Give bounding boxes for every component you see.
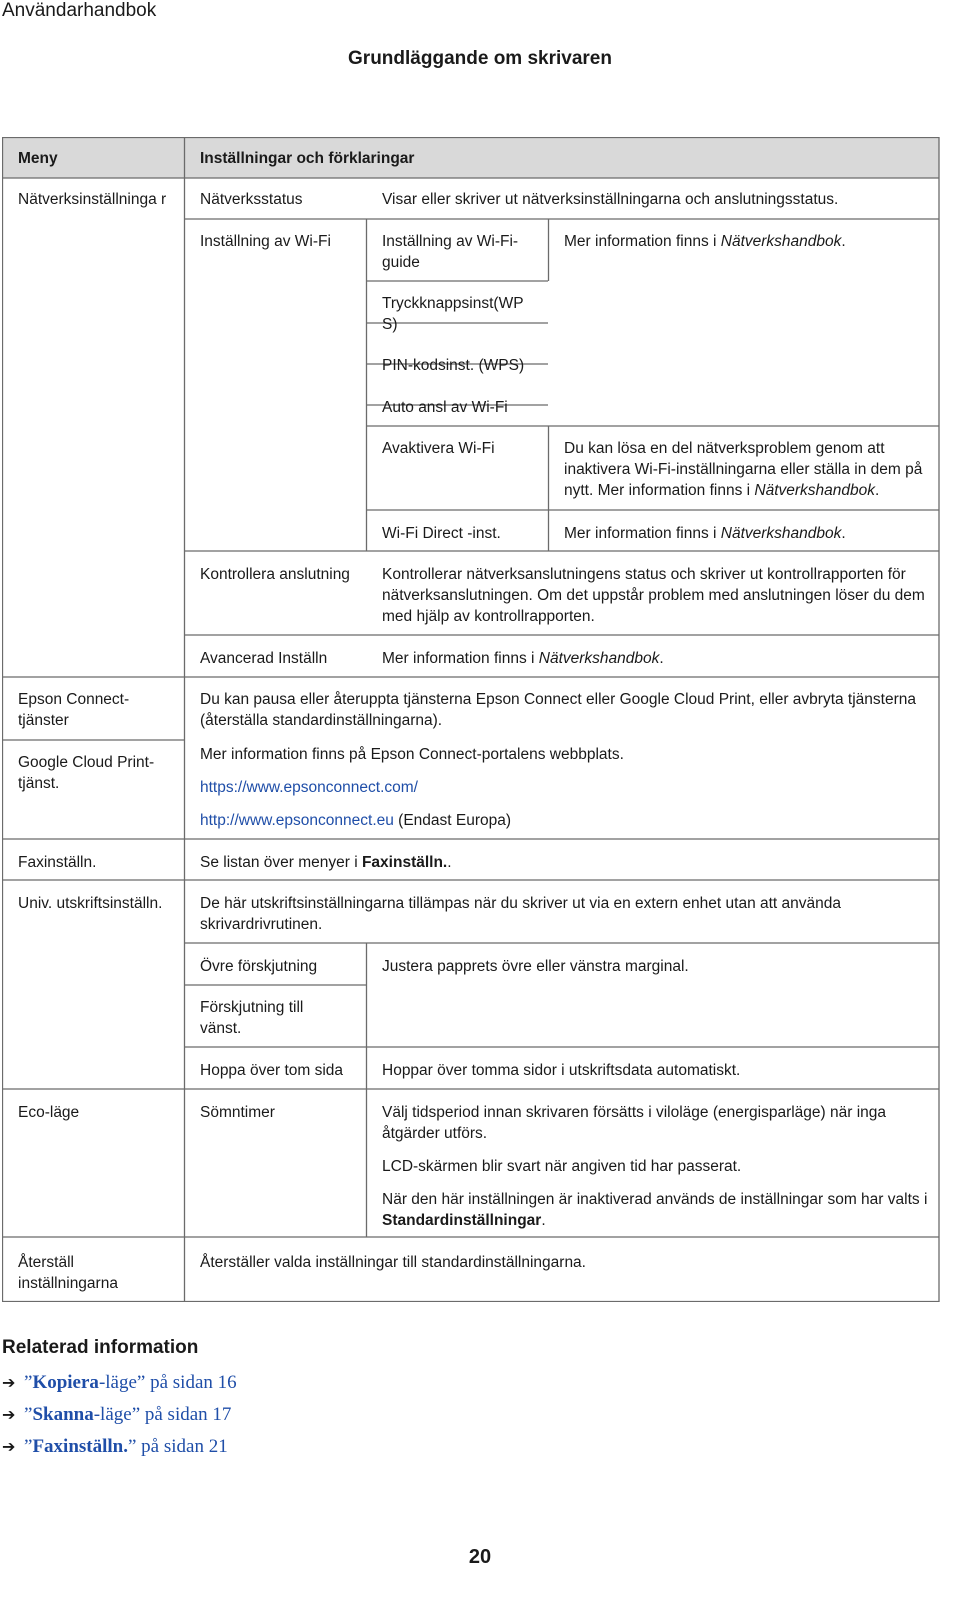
pin-setup-label: PIN-kodsinst. (WPS): [382, 357, 525, 374]
section-title: Grundläggande om skrivaren: [348, 48, 612, 69]
right-arrow-icon: ➔: [2, 1373, 16, 1392]
column-header-settings: Inställningar och förklaringar: [200, 150, 415, 167]
advanced-settings-desc: Mer information finns i Nätverkshandbok.: [382, 650, 664, 667]
menu-epson-connect: Epson Connect-tjänster: [18, 691, 130, 729]
push-button-setup-label: Tryckknappsinst(WP S): [382, 295, 524, 333]
sleep-timer-label: Sömntimer: [200, 1104, 275, 1121]
skip-blank-page-desc: Hoppar över tomma sidor i utskriftsdata automatiskt.: [382, 1062, 741, 1079]
network-status-desc: Visar eller skriver ut nätverksinställningarna och anslutningsstatus.: [382, 191, 839, 208]
wifi-direct-desc: Mer information finns i Nätverkshandbok.: [564, 525, 846, 542]
right-arrow-icon: ➔: [2, 1405, 16, 1424]
lcd-off-desc: LCD-skärmen blir svart när angiven tid har passerat.: [382, 1158, 742, 1175]
related-link-fax[interactable]: ➔ ”Faxinställn.” på sidan 21: [2, 1436, 228, 1457]
epson-portal-info: Mer information finns på Epson Connect-portalens webbplats.: [200, 746, 624, 763]
wifi-direct-label: Wi-Fi Direct -inst.: [382, 525, 501, 542]
related-info-title: Relaterad information: [2, 1337, 199, 1358]
eco-disabled-desc: När den här inställningen är inaktiverad används de inställningar som har valts i Standardinställningar.: [382, 1191, 928, 1229]
epson-connect-eu-line: http://www.epsonconnect.eu (Endast Europa): [200, 812, 512, 829]
menu-google-cloud-print: Google Cloud Print-tjänst.: [18, 754, 155, 792]
page-number: 20: [468, 1546, 492, 1568]
offset-desc: Justera papprets övre eller vänstra marginal.: [382, 958, 689, 975]
left-offset-label: Förskjutning till vänst.: [200, 999, 304, 1037]
wifi-guide-desc: Mer information finns i Nätverkshandbok.: [564, 233, 846, 250]
wifi-setup-label: Inställning av Wi-Fi: [200, 233, 331, 250]
auto-connect-label: Auto ansl av Wi-Fi: [382, 399, 508, 416]
disable-wifi-desc: Du kan lösa en del nätverksproblem genom att inaktivera Wi-Fi-inställningarna eller ställa in dem på nytt. Mer information finns i Nätverkshandbok.: [564, 440, 923, 499]
universal-print-desc: De här utskriftsinställningarna tillämpas när du skriver ut via en extern enhet utan att använda skrivardrivrutinen.: [200, 895, 842, 933]
running-header: Användarhandbok: [2, 0, 157, 21]
reset-settings-desc: Återställer valda inställningar till standardinställningarna.: [200, 1254, 586, 1271]
network-status-label: Nätverksstatus: [200, 191, 303, 208]
sleep-timer-desc: Välj tidsperiod innan skrivaren försätts i viloläge (energisparläge) när inga åtgärder utförs.: [382, 1104, 887, 1142]
menu-eco-mode: Eco-läge: [18, 1104, 80, 1121]
disable-wifi-label: Avaktivera Wi-Fi: [382, 440, 495, 457]
check-connection-desc: Kontrollerar nätverksanslutningens status och skriver ut kontrollrapporten för nätverksanslutningen. Om det uppstår problem med anslutningen löser du dem med hjälp av kontrollrapporten.: [382, 566, 925, 625]
right-arrow-icon: ➔: [2, 1437, 16, 1456]
check-connection-label: Kontrollera anslutning: [200, 566, 350, 583]
epson-connect-desc: Du kan pausa eller återuppta tjänsterna Epson Connect eller Google Cloud Print, eller avbryta tjänsterna (återställa standardinställningarna).: [200, 691, 916, 729]
related-link-scan[interactable]: ➔ ”Skanna-läge” på sidan 17: [2, 1404, 232, 1425]
column-header-menu: Meny: [18, 150, 58, 167]
epson-connect-link[interactable]: https://www.epsonconnect.com/: [200, 779, 418, 796]
advanced-settings-label: Avancerad Inställn: [200, 650, 328, 667]
menu-network-settings: Nätverksinställninga r: [18, 191, 167, 208]
epson-connect-eu-link[interactable]: http://www.epsonconnect.eu: [200, 812, 394, 829]
menu-universal-print-settings: Univ. utskriftsinställn.: [18, 895, 163, 912]
skip-blank-page-label: Hoppa över tom sida: [200, 1062, 344, 1079]
top-offset-label: Övre förskjutning: [200, 958, 318, 975]
wifi-guide-label: Inställning av Wi-Fi-guide: [382, 233, 519, 271]
settings-table: [2, 137, 940, 1302]
related-link-copy[interactable]: ➔ ”Kopiera-läge” på sidan 16: [2, 1372, 237, 1393]
menu-reset-settings: Återställ inställningarna: [18, 1254, 118, 1292]
menu-fax-settings: Faxinställn.: [18, 854, 97, 871]
fax-settings-desc: Se listan över menyer i Faxinställn..: [200, 854, 452, 871]
